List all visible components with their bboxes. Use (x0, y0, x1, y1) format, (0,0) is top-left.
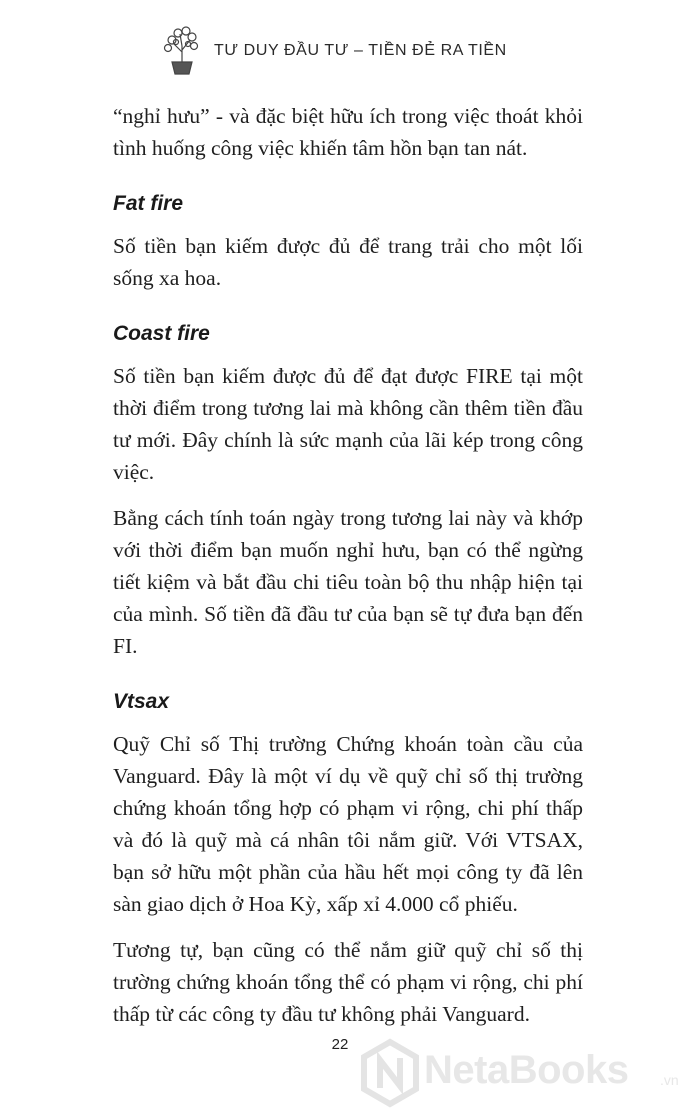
paragraph: Số tiền bạn kiếm được đủ để trang trải cho một lối sống xa hoa. (113, 234, 583, 290)
paragraph: “nghỉ hưu” - và đặc biệt hữu ích trong việc thoát khỏi tình huống công việc khiến tâm hồn bạn tan nát. (113, 104, 583, 160)
section-heading: Coast fire (113, 322, 210, 345)
page-number: 22 (331, 1036, 349, 1053)
paragraph: Quỹ Chỉ số Thị trường Chứng khoán toàn cầu của Vanguard. Đây là một ví dụ về quỹ chỉ số thị trường chứng khoán tổng hợp có phạm vi rộng, chi phí thấp và đó là quỹ mà cá nhân tôi nắm giữ. Với VTSAX, bạn sở hữu một phần của hầu hết mọi công ty đã lên sàn giao dịch ở Hoa Kỳ, xấp xỉ 4.000 cổ phiếu. (113, 732, 583, 916)
section-heading: Vtsax (113, 690, 170, 713)
section-heading: Fat fire (113, 192, 184, 215)
bonsai-tree-icon (160, 24, 204, 76)
page-body (113, 100, 583, 1030)
paragraph: Tương tự, bạn cũng có thể nắm giữ quỹ chỉ số thị trường chứng khoán tổng thể có phạm vi rộng, chi phí thấp từ các công ty đầu tư không phải Vanguard. (113, 938, 583, 1026)
paragraph: Số tiền bạn kiếm được đủ để đạt được FIRE tại một thời điểm trong tương lai mà không cần thêm tiền đầu tư mới. Đây chính là sức mạnh của lãi kép trong công việc. (113, 364, 583, 484)
page-header (0, 20, 700, 80)
running-header-title: TƯ DUY ĐẦU TƯ – TIỀN ĐẺ RA TIỀN (214, 42, 507, 59)
watermark-suffix: .vn (660, 1072, 679, 1088)
netabooks-logo-icon (360, 1038, 420, 1108)
watermark-text: NetaBooks (424, 1048, 629, 1092)
watermark (360, 1038, 690, 1108)
paragraph: Bằng cách tính toán ngày trong tương lai này và khớp với thời điểm bạn muốn nghỉ hưu, bạn có thể ngừng tiết kiệm và bắt đầu chi tiêu toàn bộ thu nhập hiện tại của mình. Số tiền đã đầu tư của bạn sẽ tự đưa bạn đến FI. (113, 506, 583, 658)
